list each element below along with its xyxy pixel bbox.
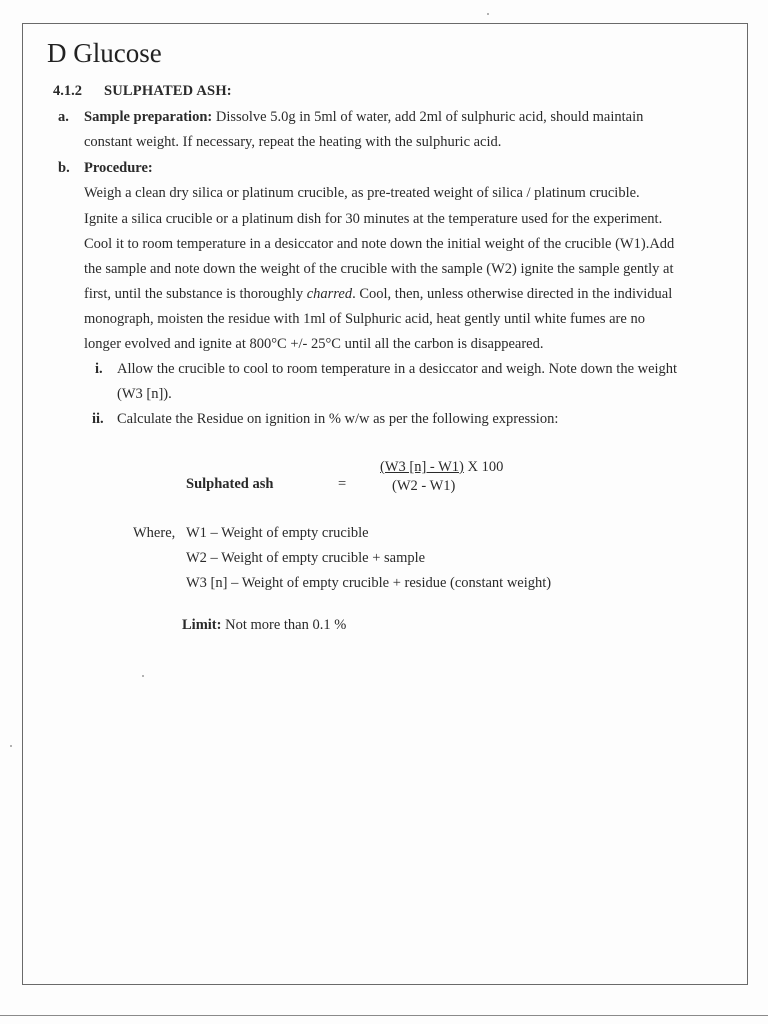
- formula-numerator: [380, 459, 503, 476]
- item-b-label: Procedure:: [84, 160, 153, 176]
- limit-line: [182, 617, 346, 634]
- item-b-marker: b.: [58, 160, 70, 176]
- procedure-line-5: [84, 282, 672, 307]
- sub-i-marker: i.: [95, 361, 103, 377]
- sub-i-line-2: (W3 [n]).: [117, 386, 172, 402]
- formula-equals: =: [338, 476, 347, 492]
- scan-speck: [487, 13, 489, 15]
- scan-speck: [142, 675, 144, 677]
- limit-label: Limit:: [182, 617, 222, 633]
- sub-ii-marker: ii.: [92, 411, 104, 427]
- sub-i-line-1: Allow the crucible to cool to room temperature in a desiccator and weigh. Note down the weight: [117, 361, 678, 377]
- bottom-rule: [0, 1015, 768, 1016]
- item-a-label: Sample preparation:: [84, 109, 213, 125]
- where-w3: W3 [n] – Weight of empty crucible + residue (constant weight): [186, 575, 552, 591]
- procedure-line-5-post: . Cool, then, unless otherwise directed in the individual: [352, 286, 673, 302]
- procedure-line-4: the sample and note down the weight of the crucible with the sample (W2) ignite the sample gently at: [84, 261, 674, 277]
- item-a-text: Dissolve 5.0g in 5ml of water, add 2ml of sulphuric acid, should maintain: [212, 109, 644, 125]
- numerator-expression: (W3 [n] - W1): [380, 459, 464, 475]
- item-a-marker: a.: [58, 109, 69, 125]
- procedure-line-3: Cool it to room temperature in a desiccator and note down the initial weight of the crucible (W1).Add: [84, 236, 675, 252]
- charred-emphasis: charred: [306, 286, 353, 302]
- item-a-line-2: constant weight. If necessary, repeat the heating with the sulphuric acid.: [84, 134, 502, 150]
- numerator-multiplier: X 100: [463, 459, 504, 475]
- procedure-line-5-pre: first, until the substance is thoroughly: [84, 286, 307, 302]
- limit-value: Not more than 0.1 %: [221, 617, 347, 633]
- where-w2: W2 – Weight of empty crucible + sample: [186, 550, 426, 566]
- section-number: 4.1.2: [53, 83, 82, 99]
- procedure-line-6: monograph, moisten the residue with 1ml of Sulphuric acid, heat gently until white fumes are no: [84, 311, 645, 327]
- formula-denominator: (W2 - W1): [392, 478, 456, 494]
- item-a-line-1: [84, 105, 643, 130]
- procedure-line-1: Weigh a clean dry silica or platinum crucible, as pre-treated weight of silica / platinum crucible.: [84, 185, 640, 201]
- where-intro: Where,: [133, 525, 176, 541]
- sub-ii-line-1: Calculate the Residue on ignition in % w/w as per the following expression:: [117, 411, 559, 427]
- formula-label: Sulphated ash: [186, 476, 274, 492]
- section-title: SULPHATED ASH:: [104, 83, 232, 99]
- scan-speck: [10, 745, 12, 747]
- where-w1: W1 – Weight of empty crucible: [186, 525, 369, 541]
- page-title: D Glucose: [47, 38, 162, 68]
- procedure-line-2: Ignite a silica crucible or a platinum dish for 30 minutes at the temperature used for the experiment.: [84, 211, 663, 227]
- procedure-line-7: longer evolved and ignite at 800°C +/- 25°C until all the carbon is disappeared.: [84, 336, 544, 352]
